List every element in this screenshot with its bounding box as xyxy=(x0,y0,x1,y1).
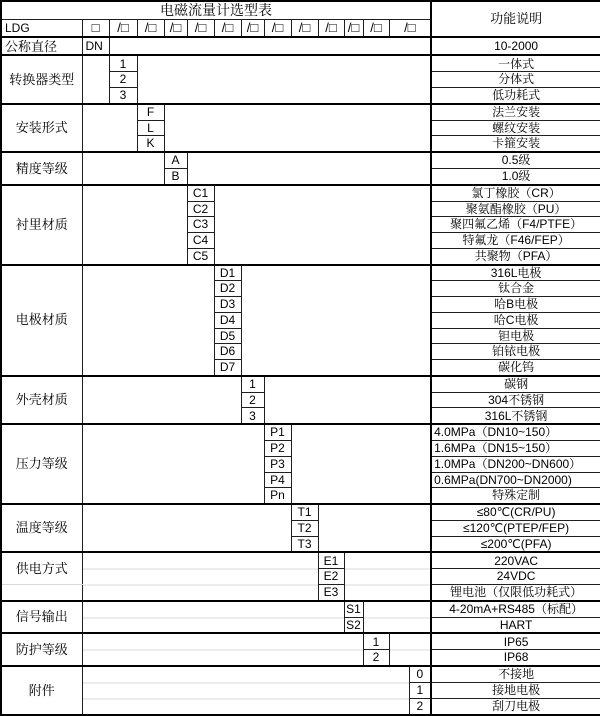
empty-cell xyxy=(187,152,431,185)
value: 304不锈钢 xyxy=(431,392,600,408)
code: D4 xyxy=(214,312,241,328)
value: 哈C电极 xyxy=(431,312,600,328)
empty-cell xyxy=(82,601,344,634)
code-slot: /□ xyxy=(363,20,389,38)
value: ≤120℃(PTEP/FEP) xyxy=(431,520,600,536)
value: 4-20mA+RS485（标配） xyxy=(431,601,600,617)
category-label: 公称直径 xyxy=(1,37,82,55)
code: K xyxy=(137,136,164,152)
value: 钛合金 xyxy=(431,281,600,297)
empty-cell xyxy=(82,504,291,552)
empty-cell xyxy=(264,376,431,424)
value: IP68 xyxy=(431,650,600,666)
code: DN xyxy=(82,37,109,55)
code: 2 xyxy=(409,698,431,715)
empty-cell xyxy=(241,265,431,376)
category-label: 精度等级 xyxy=(1,152,82,185)
value: 钽电极 xyxy=(431,328,600,344)
code-slot: /□ xyxy=(241,20,264,38)
value: 碳钢 xyxy=(431,376,600,392)
value: 铂铱电极 xyxy=(431,344,600,360)
value: 特殊定制 xyxy=(431,488,600,504)
category-label: 防护等级 xyxy=(1,633,82,666)
value: IP65 xyxy=(431,633,600,649)
code: C5 xyxy=(187,248,214,264)
value: 螺纹安装 xyxy=(431,120,600,136)
empty-cell xyxy=(82,185,187,265)
table-title: 电磁流量计选型表 xyxy=(1,1,431,20)
code: 1 xyxy=(241,376,264,392)
value: 1.0MPa（DN200~DN600） xyxy=(431,456,600,472)
empty-cell xyxy=(82,104,137,152)
code: 1 xyxy=(109,55,137,71)
value: ≤80℃(CR/PU) xyxy=(431,504,600,520)
empty-cell xyxy=(82,55,109,103)
empty-cell xyxy=(82,152,164,185)
value: 4.0MPa（DN10~150） xyxy=(431,424,600,440)
code: S1 xyxy=(344,601,363,617)
code: 3 xyxy=(109,87,137,103)
category-label: 压力等级 xyxy=(1,424,82,504)
function-column-header: 功能说明 xyxy=(431,1,600,37)
value: 聚四氟乙烯（F4/PTFE） xyxy=(431,217,600,233)
value: 聚氨酯橡胶（PU） xyxy=(431,201,600,217)
empty-cell xyxy=(344,552,431,600)
code: 3 xyxy=(241,408,264,424)
code: S2 xyxy=(344,617,363,633)
value: 特氟龙（F46/FEP） xyxy=(431,233,600,249)
value: 10-2000 xyxy=(431,37,600,55)
value: 锂电池（仅限低功耗式） xyxy=(431,584,600,600)
code-slot: /□ xyxy=(164,20,187,38)
category-label: 信号输出 xyxy=(1,601,82,634)
code: D5 xyxy=(214,328,241,344)
empty-cell xyxy=(214,185,431,265)
category-label: 附件 xyxy=(1,666,82,715)
category-label: 转换器类型 xyxy=(1,55,82,103)
code-slot: /□ xyxy=(137,20,164,38)
code: B xyxy=(164,168,187,184)
code: 2 xyxy=(363,650,389,666)
code: D6 xyxy=(214,344,241,360)
value: 卡箍安装 xyxy=(431,136,600,152)
value: 哈B电极 xyxy=(431,297,600,313)
empty-cell xyxy=(1,584,82,600)
category-label: 衬里材质 xyxy=(1,185,82,265)
value: 低功耗式 xyxy=(431,87,600,103)
empty-cell xyxy=(137,55,431,103)
code: C1 xyxy=(187,185,214,201)
code: Pn xyxy=(264,488,291,504)
category-label: 电极材质 xyxy=(1,265,82,376)
value: ≤200℃(PFA) xyxy=(431,536,600,552)
category-label: 供电方式 xyxy=(1,552,82,584)
code: 0 xyxy=(409,666,431,682)
value: 分体式 xyxy=(431,72,600,88)
empty-cell xyxy=(318,504,431,552)
value: 一体式 xyxy=(431,55,600,71)
code: 1 xyxy=(363,633,389,649)
code: P1 xyxy=(264,424,291,440)
value: 接地电极 xyxy=(431,682,600,698)
code: 1 xyxy=(409,682,431,698)
code: A xyxy=(164,152,187,168)
value: 0.5级 xyxy=(431,152,600,168)
code: T3 xyxy=(291,536,318,552)
code: E1 xyxy=(318,552,344,568)
code: C4 xyxy=(187,233,214,249)
code-slot: /□ xyxy=(291,20,318,38)
code: C2 xyxy=(187,201,214,217)
category-label: 安装形式 xyxy=(1,104,82,152)
code: C3 xyxy=(187,217,214,233)
code: P3 xyxy=(264,456,291,472)
empty-cell xyxy=(82,265,214,376)
code: T2 xyxy=(291,520,318,536)
code-slot: /□ xyxy=(264,20,291,38)
code: E2 xyxy=(318,569,344,585)
empty-cell xyxy=(109,37,431,55)
code-slot: /□ xyxy=(214,20,241,38)
code-slot: /□ xyxy=(109,20,137,38)
code-slot: /□ xyxy=(389,20,431,38)
value: 0.6MPa(DN700~DN2000) xyxy=(431,472,600,488)
value: 220VAC xyxy=(431,552,600,568)
empty-cell xyxy=(82,376,241,424)
empty-cell xyxy=(82,666,409,715)
code: E3 xyxy=(318,584,344,600)
category-label: 温度等级 xyxy=(1,504,82,552)
empty-cell xyxy=(164,104,431,152)
empty-cell xyxy=(82,633,363,666)
empty-cell xyxy=(389,633,431,666)
value: 24VDC xyxy=(431,569,600,585)
code: D7 xyxy=(214,360,241,376)
empty-cell xyxy=(363,601,431,634)
code-slot: /□ xyxy=(187,20,214,38)
value: 316L不锈钢 xyxy=(431,408,600,424)
value: 1.0级 xyxy=(431,168,600,184)
code: D3 xyxy=(214,297,241,313)
value: 316L电极 xyxy=(431,265,600,281)
value: 共聚物（PFA） xyxy=(431,248,600,264)
value: 1.6MPa（DN15~150） xyxy=(431,441,600,457)
code: T1 xyxy=(291,504,318,520)
empty-cell xyxy=(82,424,264,504)
value: 碳化钨 xyxy=(431,360,600,376)
value: 刮刀电极 xyxy=(431,698,600,715)
code-slot: /□ xyxy=(344,20,363,38)
code: P2 xyxy=(264,441,291,457)
code: 2 xyxy=(109,72,137,88)
code: L xyxy=(137,120,164,136)
code: F xyxy=(137,104,164,120)
code-box: □ xyxy=(82,20,109,38)
value: 不接地 xyxy=(431,666,600,682)
value: HART xyxy=(431,617,600,633)
category-label: 外壳材质 xyxy=(1,376,82,424)
value: 氯丁橡胶（CR） xyxy=(431,185,600,201)
model-prefix: LDG xyxy=(1,20,82,38)
empty-cell xyxy=(82,552,318,600)
code: D1 xyxy=(214,265,241,281)
empty-cell xyxy=(291,424,431,504)
code: 2 xyxy=(241,392,264,408)
code: P4 xyxy=(264,472,291,488)
code-slot: /□ xyxy=(318,20,344,38)
code: D2 xyxy=(214,281,241,297)
value: 法兰安装 xyxy=(431,104,600,120)
